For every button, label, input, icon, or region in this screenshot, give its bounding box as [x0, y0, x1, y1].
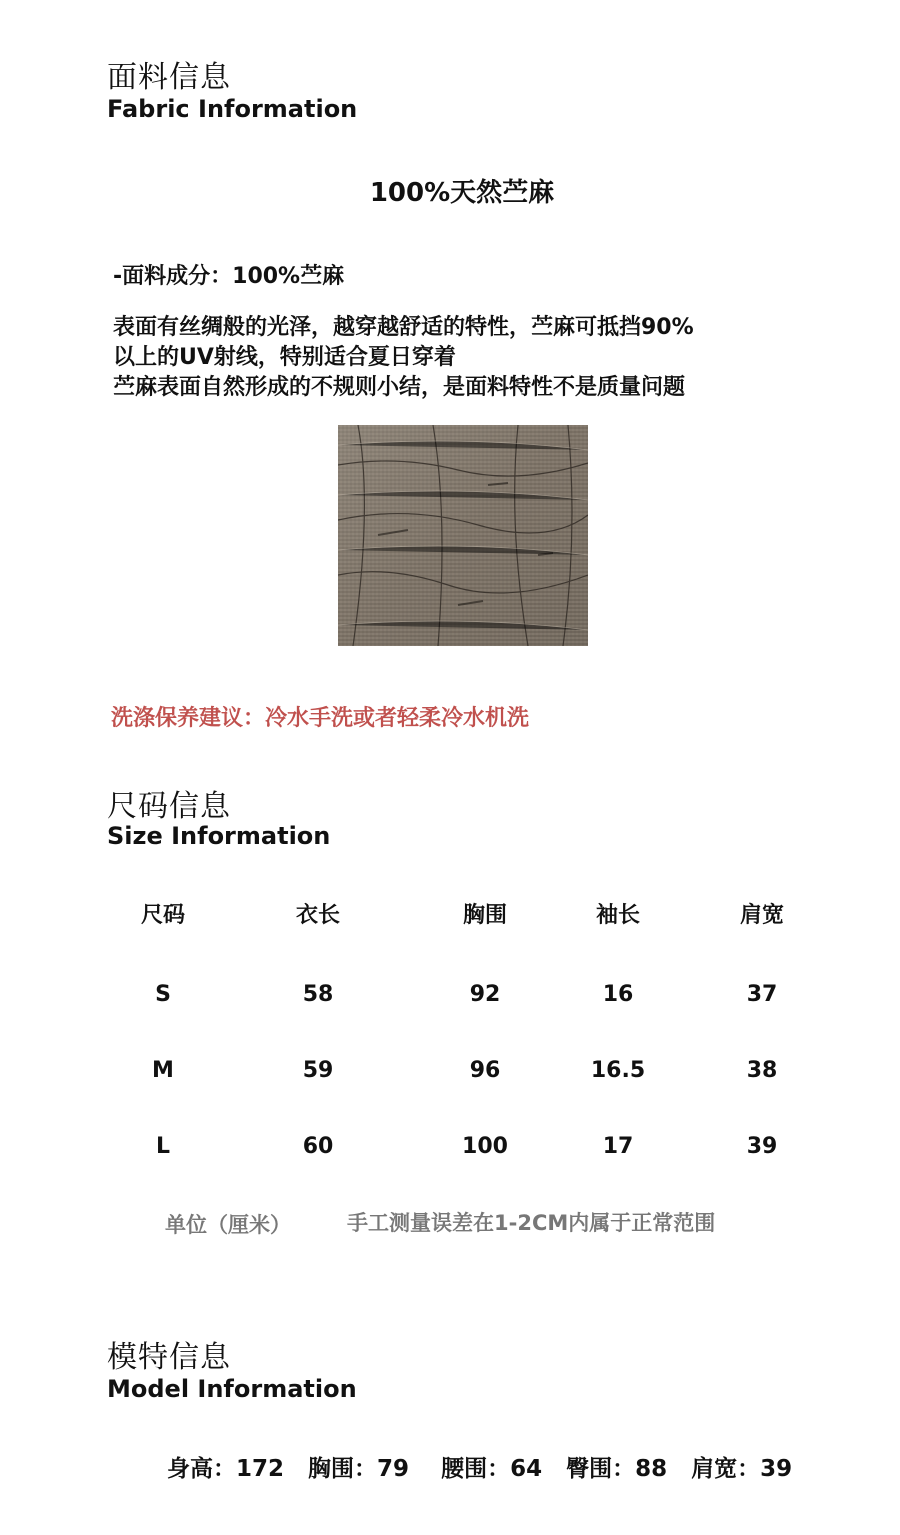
fabric-texture: [338, 425, 588, 646]
size-title-en: Size Information: [107, 822, 331, 850]
fabric-headline: 100%天然苎麻: [369, 178, 555, 208]
cell-chest: 92: [469, 982, 501, 1007]
header-shoulder: 肩宽: [739, 903, 784, 928]
fabric-composition: -面料成分：100%苎麻: [113, 264, 345, 289]
size-title-zh: 尺码信息: [107, 789, 231, 824]
fabric-title-en: Fabric Information: [107, 95, 358, 123]
cell-size: L: [155, 1134, 171, 1159]
fabric-title-zh: 面料信息: [107, 60, 231, 95]
cell-sleeve: 16: [602, 982, 634, 1007]
cell-size: M: [152, 1058, 174, 1083]
measurement-error-note: 手工测量误差在1-2CM内属于正常范围: [347, 1211, 716, 1235]
cell-size: S: [155, 982, 171, 1007]
cell-shoulder: 38: [746, 1058, 778, 1083]
model-title-en: Model Information: [107, 1375, 357, 1403]
cell-length: 58: [302, 982, 334, 1007]
cell-sleeve: 16.5: [590, 1058, 646, 1083]
cell-length: 59: [302, 1058, 334, 1083]
fabric-desc-line-2: 以上的UV射线，特别适合夏日穿着: [113, 345, 456, 370]
care-instructions: 洗涤保养建议：冷水手洗或者轻柔冷水机洗: [111, 706, 530, 731]
cell-shoulder: 37: [746, 982, 778, 1007]
header-size: 尺码: [140, 903, 185, 928]
model-stats: 身高：172 胸围：79 腰围：64 臀围：88 肩宽：39: [167, 1456, 793, 1482]
fabric-swatch-image: [338, 425, 588, 646]
header-chest: 胸围: [462, 903, 507, 928]
cell-sleeve: 17: [602, 1134, 634, 1159]
cell-shoulder: 39: [746, 1134, 778, 1159]
model-title-zh: 模特信息: [107, 1340, 231, 1375]
fabric-desc-line-1: 表面有丝绸般的光泽，越穿越舒适的特性，苎麻可抵挡90%: [113, 315, 694, 340]
header-length: 衣长: [295, 903, 340, 928]
fabric-desc-line-3: 苎麻表面自然形成的不规则小结，是面料特性不是质量问题: [113, 375, 686, 400]
header-sleeve: 袖长: [595, 903, 640, 928]
cell-chest: 96: [469, 1058, 501, 1083]
size-unit-note: 单位（厘米）: [165, 1213, 291, 1237]
cell-length: 60: [302, 1134, 334, 1159]
cell-chest: 100: [462, 1134, 508, 1159]
